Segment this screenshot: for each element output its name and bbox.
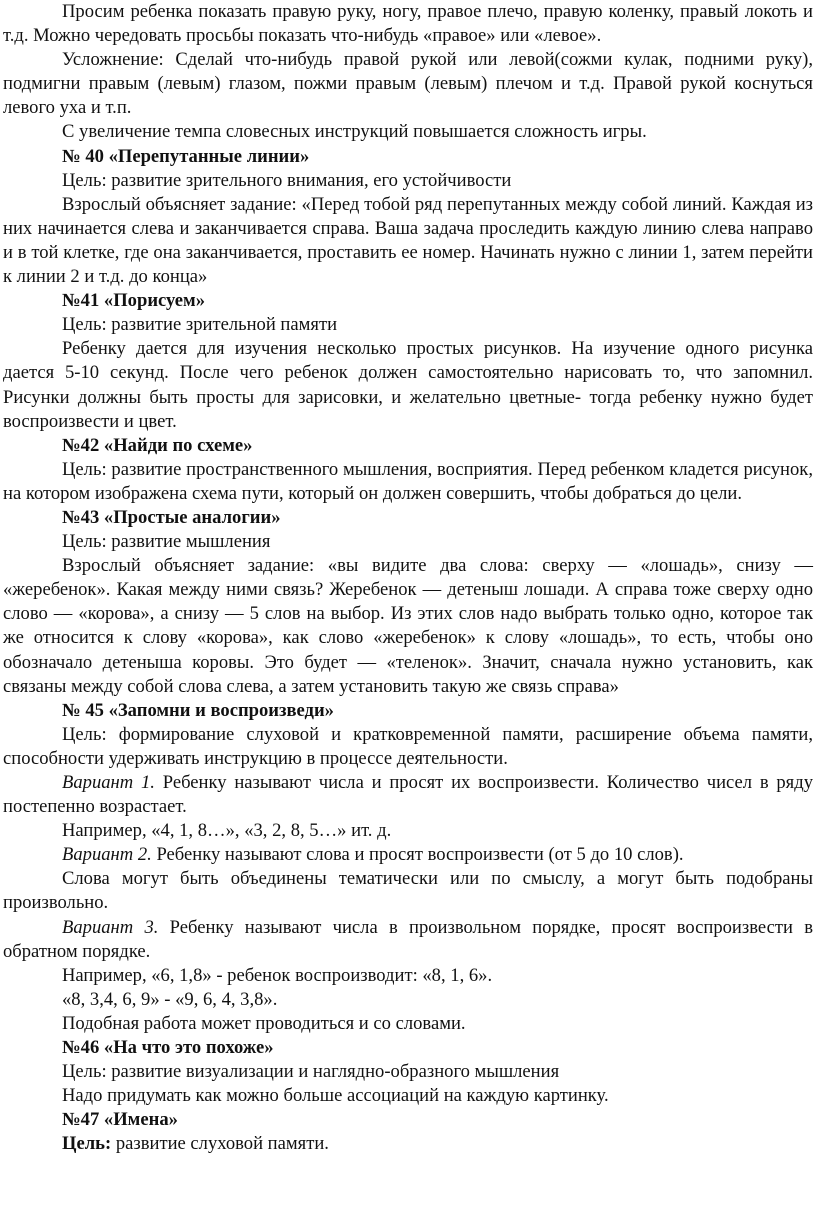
variant-text: Ребенку называют числа и просят их воспроизвести. Количество чисел в ряду постепенно возрастает.	[3, 772, 813, 818]
section-heading: №47 «Имена»	[62, 1109, 178, 1131]
goal-label: Цель:	[62, 1133, 112, 1155]
paragraph: Просим ребенка показать правую руку, ногу, правое плечо, правую коленку, правый локоть и т.д. Можно чередовать просьбы показать что-нибудь «правое» или «левое».	[3, 1, 813, 47]
section-heading: №43 «Простые аналогии»	[62, 506, 281, 528]
paragraph: Цель: развитие мышления	[62, 531, 271, 553]
variant-paragraph	[3, 843, 813, 867]
paragraph: Ребенку дается для изучения несколько простых рисунков. На изучение одного рисунка дается 5-10 секунд. После чего ребенок должен самостоятельно нарисовать то, что запомнил. Рисунки должны быть просты для зарисовки, и желательно цветные- тогда ребенку нужно будет воспроизвести и цвет.	[3, 338, 813, 432]
paragraph: Цель: формирование слуховой и кратковременной памяти, расширение объема памяти, способности удерживать инструкцию в процессе деятельности.	[3, 723, 813, 769]
paragraph: Цель: развитие пространственного мышления, восприятия. Перед ребенком кладется рисунок, на котором изображена схема пути, который он должен совершить, чтобы добраться до цели.	[3, 458, 813, 504]
section-heading: № 45 «Запомни и воспроизведи»	[62, 699, 334, 721]
paragraph: Цель: развитие визуализации и наглядно-образного мышления	[62, 1061, 560, 1083]
section-heading: №42 «Найди по схеме»	[62, 434, 253, 456]
paragraph: Например, «6, 1,8» - ребенок воспроизводит: «8, 1, 6».	[62, 964, 493, 986]
paragraph: Надо придумать как можно больше ассоциаций на каждую картинку.	[62, 1085, 609, 1107]
section-heading: №46 «На что это похоже»	[62, 1037, 274, 1059]
variant-label: Вариант 3.	[62, 916, 159, 938]
variant-paragraph	[3, 916, 813, 964]
goal-paragraph	[3, 1132, 813, 1156]
paragraph: Цель: развитие зрительной памяти	[62, 314, 338, 336]
section-heading: №41 «Порисуем»	[62, 290, 205, 312]
paragraph: Усложнение: Сделай что-нибудь правой рукой или левой(сожми кулак, подними руку), подмигни правым (левым) глазом, пожми правым (левым) плечом и т.д. Правой рукой коснуться левого уха и т.п.	[3, 49, 813, 119]
variant-text: Ребенку называют слова и просят воспроизвести (от 5 до 10 слов).	[151, 844, 684, 866]
paragraph: Слова могут быть объединены тематически или по смыслу, а могут быть подобраны произвольно.	[3, 868, 813, 914]
goal-text: развитие слуховой памяти.	[111, 1133, 329, 1155]
paragraph: С увеличение темпа словесных инструкций повышается сложность игры.	[62, 121, 647, 143]
paragraph: Взрослый объясняет задание: «вы видите два слова: сверху — «лошадь», снизу — «жеребенок». Какая между ними связь? Жеребенок — детеныш лошади. А справа тоже сверху одно слово — «корова», а снизу — 5 слов на выбор. Из этих слов надо выбрать только одно, которое так же относится к слову «корова», как слово «жеребенок» к слову «лошадь», то есть, чтобы оно обозначало детеныша коровы. Это будет — «теленок». Значит, сначала нужно установить, как связаны между собой слова слева, а затем установить такую же связь справа»	[3, 555, 813, 697]
paragraph: Цель: развитие зрительного внимания, его устойчивости	[62, 169, 512, 191]
paragraph: Взрослый объясняет задание: «Перед тобой ряд перепутанных между собой линий. Каждая из них начинается слева и заканчивается справа. Ваша задача проследить каждую линию слева направо и в той клетке, где она заканчивается, проставить ее номер. Начинать нужно с линии 1, затем перейти к линии 2 и т.д. до конца»	[3, 193, 813, 288]
paragraph: Подобная работа может проводиться и со словами.	[62, 1012, 466, 1034]
section-heading: № 40 «Перепутанные линии»	[62, 145, 310, 167]
variant-label: Вариант 1.	[62, 772, 155, 793]
variant-text: Ребенку называют числа в произвольном порядке, просят воспроизвести в обратном порядке.	[3, 916, 813, 962]
variant-paragraph	[3, 771, 813, 819]
paragraph: «8, 3,4, 6, 9» - «9, 6, 4, 3,8».	[62, 988, 278, 1010]
variant-label: Вариант 2.	[62, 844, 152, 866]
paragraph: Например, «4, 1, 8…», «3, 2, 8, 5…» ит. д.	[62, 820, 392, 842]
